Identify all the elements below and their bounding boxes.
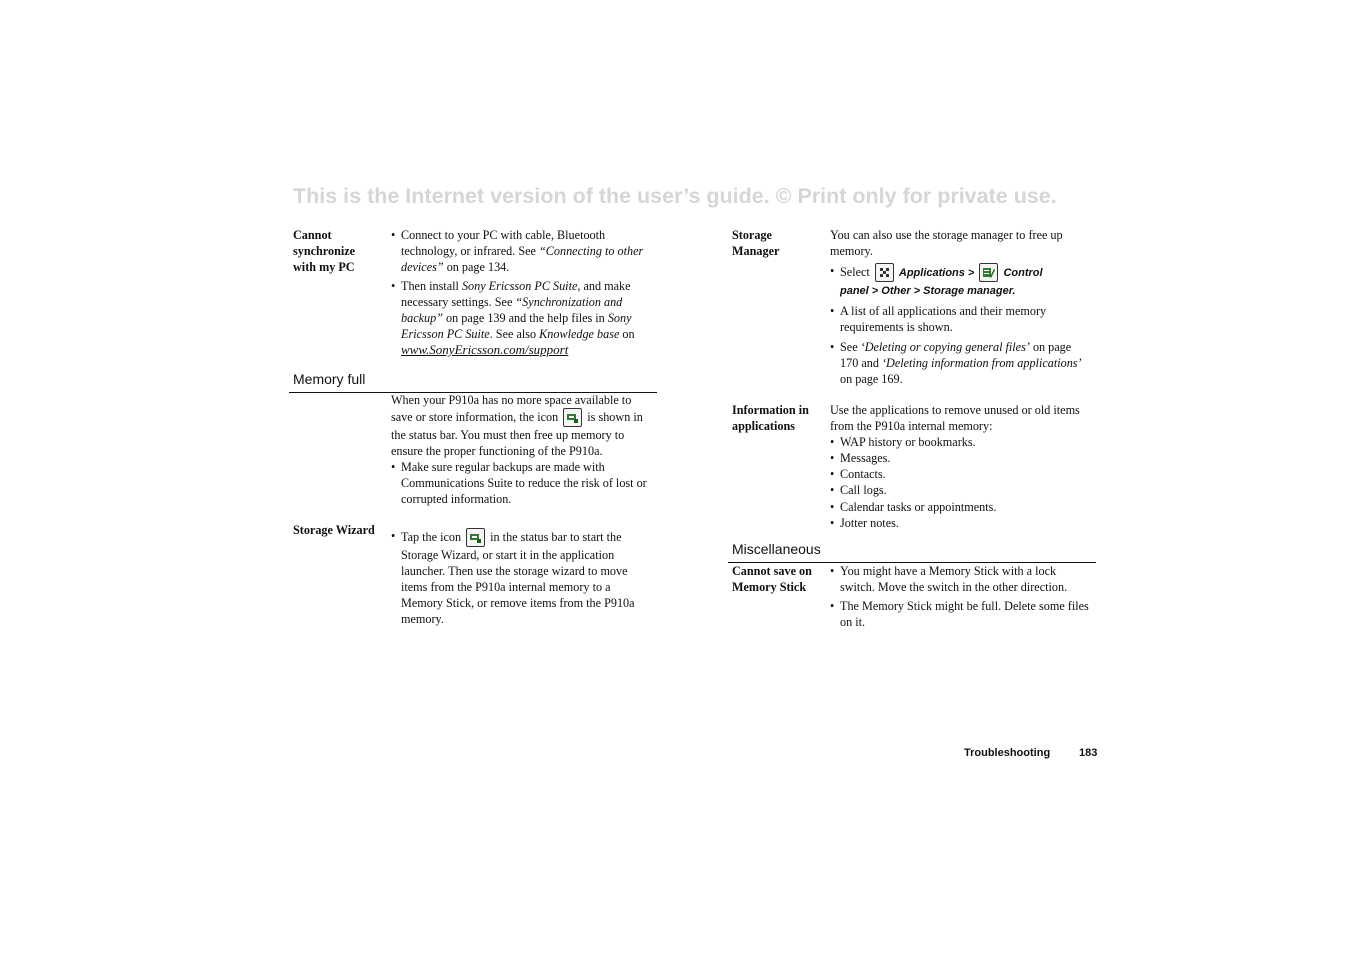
paragraph xyxy=(391,392,653,459)
text: on page 139 and the help files in xyxy=(442,311,608,325)
text: See xyxy=(840,340,861,354)
text: Make sure regular backups are made with Communications Suite to reduce the risk of lost or corrupted information. xyxy=(401,460,647,506)
text: Contacts. xyxy=(840,467,886,481)
text: The Memory Stick might be full. Delete some files on it. xyxy=(840,599,1089,629)
text: on page 134. xyxy=(443,260,510,274)
list-item: • WAP history or bookmarks. xyxy=(830,435,976,449)
text: . See also xyxy=(489,327,540,341)
text: Call logs. xyxy=(840,483,887,497)
list-item: • See ‘Deleting or copying general files’ on page 170 and ‘Deleting information from applications’ on page 169. xyxy=(830,340,1082,386)
text: in the status bar to start the Storage Wizard, or start it in the application launcher. Then use the storage wizard to move items from the P910a internal memory to a Memory Stick, or remove items from the P910a memory. xyxy=(401,530,635,626)
label-cannot-synchronize xyxy=(293,227,383,275)
list-item: • The Memory Stick might be full. Delete some files on it. xyxy=(830,599,1089,629)
list-item: • Tap the icon in the status bar to start the Storage Wizard, or start it in the application launcher. Then use the storage wizard to move items from the P910a internal memory to a Memory Stick, or remove items from the P910a memory. xyxy=(391,529,635,626)
text: Connect to your PC with cable, Bluetooth technology, or infrared. See xyxy=(401,228,606,258)
support-link[interactable]: www.SonyEricsson.com/support xyxy=(401,342,569,357)
text: Then install xyxy=(401,279,462,293)
text: , and make necessary settings. See xyxy=(401,279,631,309)
text: When your P910a has no more space available to save or store information, the icon xyxy=(391,393,632,424)
list-item: • Call logs. xyxy=(830,483,887,497)
label-storage-wizard: Storage Wizard xyxy=(293,523,375,537)
heading-memory-full: Memory full xyxy=(293,371,366,387)
label-line: Information in xyxy=(732,403,809,417)
product-name: Sony Ericsson PC Suite xyxy=(461,279,578,293)
memory-full-body xyxy=(391,392,653,507)
label-line: Cannot save on xyxy=(732,564,812,578)
control-panel-icon[interactable] xyxy=(979,263,998,282)
footer-section: Troubleshooting xyxy=(964,747,1051,759)
text: on xyxy=(619,327,635,341)
list-item: • Messages. xyxy=(830,451,891,465)
label-line: synchronize xyxy=(293,244,356,258)
storage-wizard-icon[interactable] xyxy=(466,528,485,547)
reference: “Synchronization and backup” xyxy=(401,295,623,325)
reference: ‘Deleting or copying general files’ xyxy=(860,340,1030,354)
list-item: • Jotter notes. xyxy=(830,516,899,530)
text: You might have a Memory Stick with a lock switch. Move the switch in the other direction. xyxy=(840,564,1068,594)
list-item: • Then install Sony Ericsson PC Suite, and make necessary settings. See “Synchronization and backup” on page 139 and the help files in Sony Ericsson PC Suite. See also Knowledge base on www.SonyEricsson.com/support xyxy=(391,279,635,357)
storage-manager-body xyxy=(830,227,1092,387)
menu-path: Control xyxy=(1003,267,1043,279)
list-item: • Contacts. xyxy=(830,467,886,481)
reference: Knowledge base xyxy=(539,327,620,341)
text: on page 169. xyxy=(840,372,903,386)
product-name: Sony Ericsson PC Suite xyxy=(401,311,632,341)
list-item: • Select Applications > Control panel > Other > Storage manager. xyxy=(830,264,1043,297)
label-information-in-applications xyxy=(732,402,827,434)
misc-body xyxy=(830,563,1092,630)
text: WAP history or bookmarks. xyxy=(840,435,976,449)
text: A list of all applications and their memory requirements is shown. xyxy=(840,304,1047,334)
list-item: • You might have a Memory Stick with a lock switch. Move the switch in the other direction. xyxy=(830,564,1068,594)
wizard-body xyxy=(391,528,653,627)
reference: ‘Deleting information from applications’ xyxy=(881,356,1082,370)
text: Calendar tasks or appointments. xyxy=(840,500,997,514)
list-item: • A list of all applications and their memory requirements is shown. xyxy=(830,304,1047,334)
text: Select xyxy=(840,265,873,279)
menu-path: panel > Other > Storage manager. xyxy=(840,285,1016,297)
watermark: This is the Internet version of the user’s guide. © Print only for private use. xyxy=(293,184,1057,208)
paragraph: You can also use the storage manager to free up memory. xyxy=(830,228,1063,258)
label-line: Manager xyxy=(732,244,780,258)
list-item: • Connect to your PC with cable, Bluetooth technology, or infrared. See “Connecting to other devices” on page 134. xyxy=(391,228,644,274)
storage-full-icon xyxy=(563,408,582,427)
label-storage-manager xyxy=(732,227,822,259)
information-body xyxy=(830,402,1092,531)
heading-miscellaneous: Miscellaneous xyxy=(732,541,821,557)
list-item: • Calendar tasks or appointments. xyxy=(830,500,997,514)
label-line: applications xyxy=(732,419,795,433)
label-line: Memory Stick xyxy=(732,580,807,594)
page-number: 183 xyxy=(1079,747,1098,759)
label-line: with my PC xyxy=(293,260,355,274)
applications-icon[interactable] xyxy=(875,263,894,282)
sync-body xyxy=(391,227,653,358)
text: Jotter notes. xyxy=(840,516,899,530)
menu-path: Applications > xyxy=(898,267,978,279)
label-line: Cannot xyxy=(293,228,332,242)
reference: “Connecting to other devices” xyxy=(401,244,644,274)
paragraph: Use the applications to remove unused or old items from the P910a internal memory: xyxy=(830,403,1080,433)
label-cannot-save xyxy=(732,563,827,595)
list-item: • Make sure regular backups are made with Communications Suite to reduce the risk of lost or corrupted information. xyxy=(391,460,647,506)
text: is shown in the status bar. You must then free up memory to ensure the proper functioning of the P910a. xyxy=(391,410,643,458)
text: Tap the icon xyxy=(401,530,465,544)
text: on page 170 and xyxy=(840,340,1072,370)
label-line: Storage xyxy=(732,228,772,242)
text: Messages. xyxy=(840,451,891,465)
